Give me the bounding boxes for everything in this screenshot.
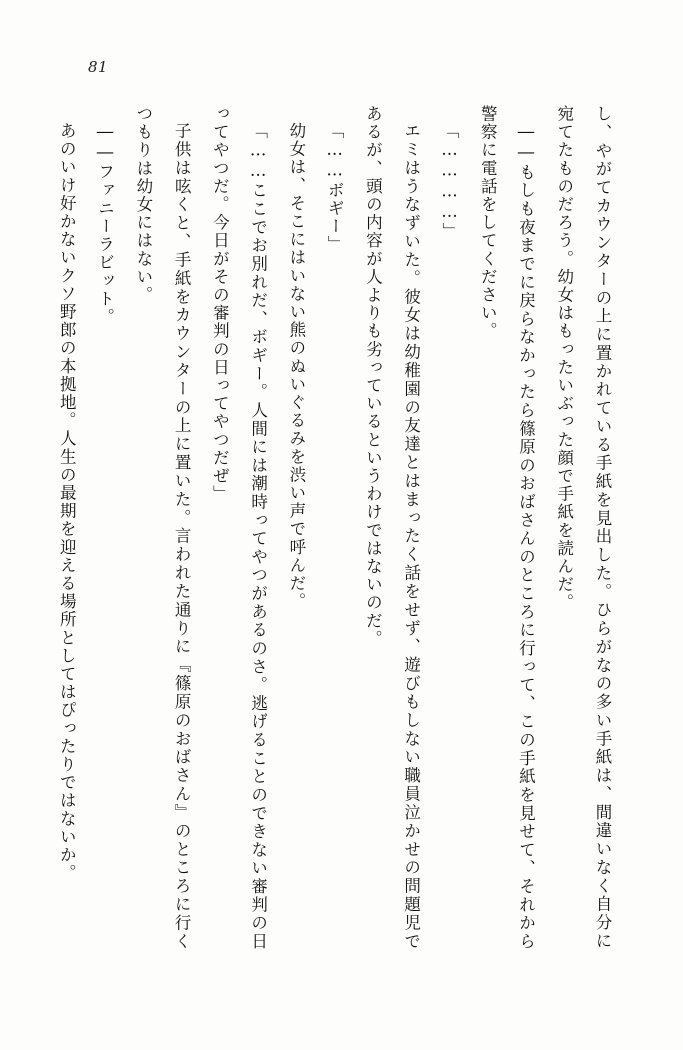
paragraph: 「…………」	[439, 121, 459, 241]
paragraph: 幼女は、そこにはいない熊のぬいぐるみを渋い声で呼んだ。	[286, 121, 306, 611]
paragraph: 「……ここでお別れだ、ボギー。人間には潮時ってやつがあるのさ。逃げることのできない審判の日ってやつだ。今日がその審判の日ってやつだぜ」	[210, 105, 268, 950]
page-number: 81	[88, 58, 109, 76]
paragraph: エミはうなずいた。彼女は幼稚園の友達とはまったく話をせず、遊びもしない職員泣かせの問題児であるが、頭の内容が人よりも劣っているというわけではないのだ。	[363, 105, 421, 950]
paragraph: し、やがてカウンターの上に置かれている手紙を見出した。ひらがなの多い手紙は、間違いなく自分に宛てたものだろう。幼女はもったいぶった顔で手紙を読んだ。	[554, 105, 612, 950]
paragraph: 子供は呟くと、手紙をカウンターの上に置いた。言われた通りに『篠原のおばさん』のところに行くつもりは幼女にはない。	[133, 105, 192, 950]
paragraph: ――もしも夜までに戻らなかったら篠原のおばさんのところに行って、この手紙を見せて、それから警察に電話をしてください。	[478, 105, 536, 950]
paragraph: 「……ボギー」	[325, 121, 345, 254]
body-text-block	[57, 105, 621, 950]
paragraph: ――ファニーラビット。	[95, 121, 115, 326]
paragraph: あのいけ好かないクソ野郎の本拠地。人生の最期を迎える場所としてはぴったりではないか。	[57, 121, 77, 882]
